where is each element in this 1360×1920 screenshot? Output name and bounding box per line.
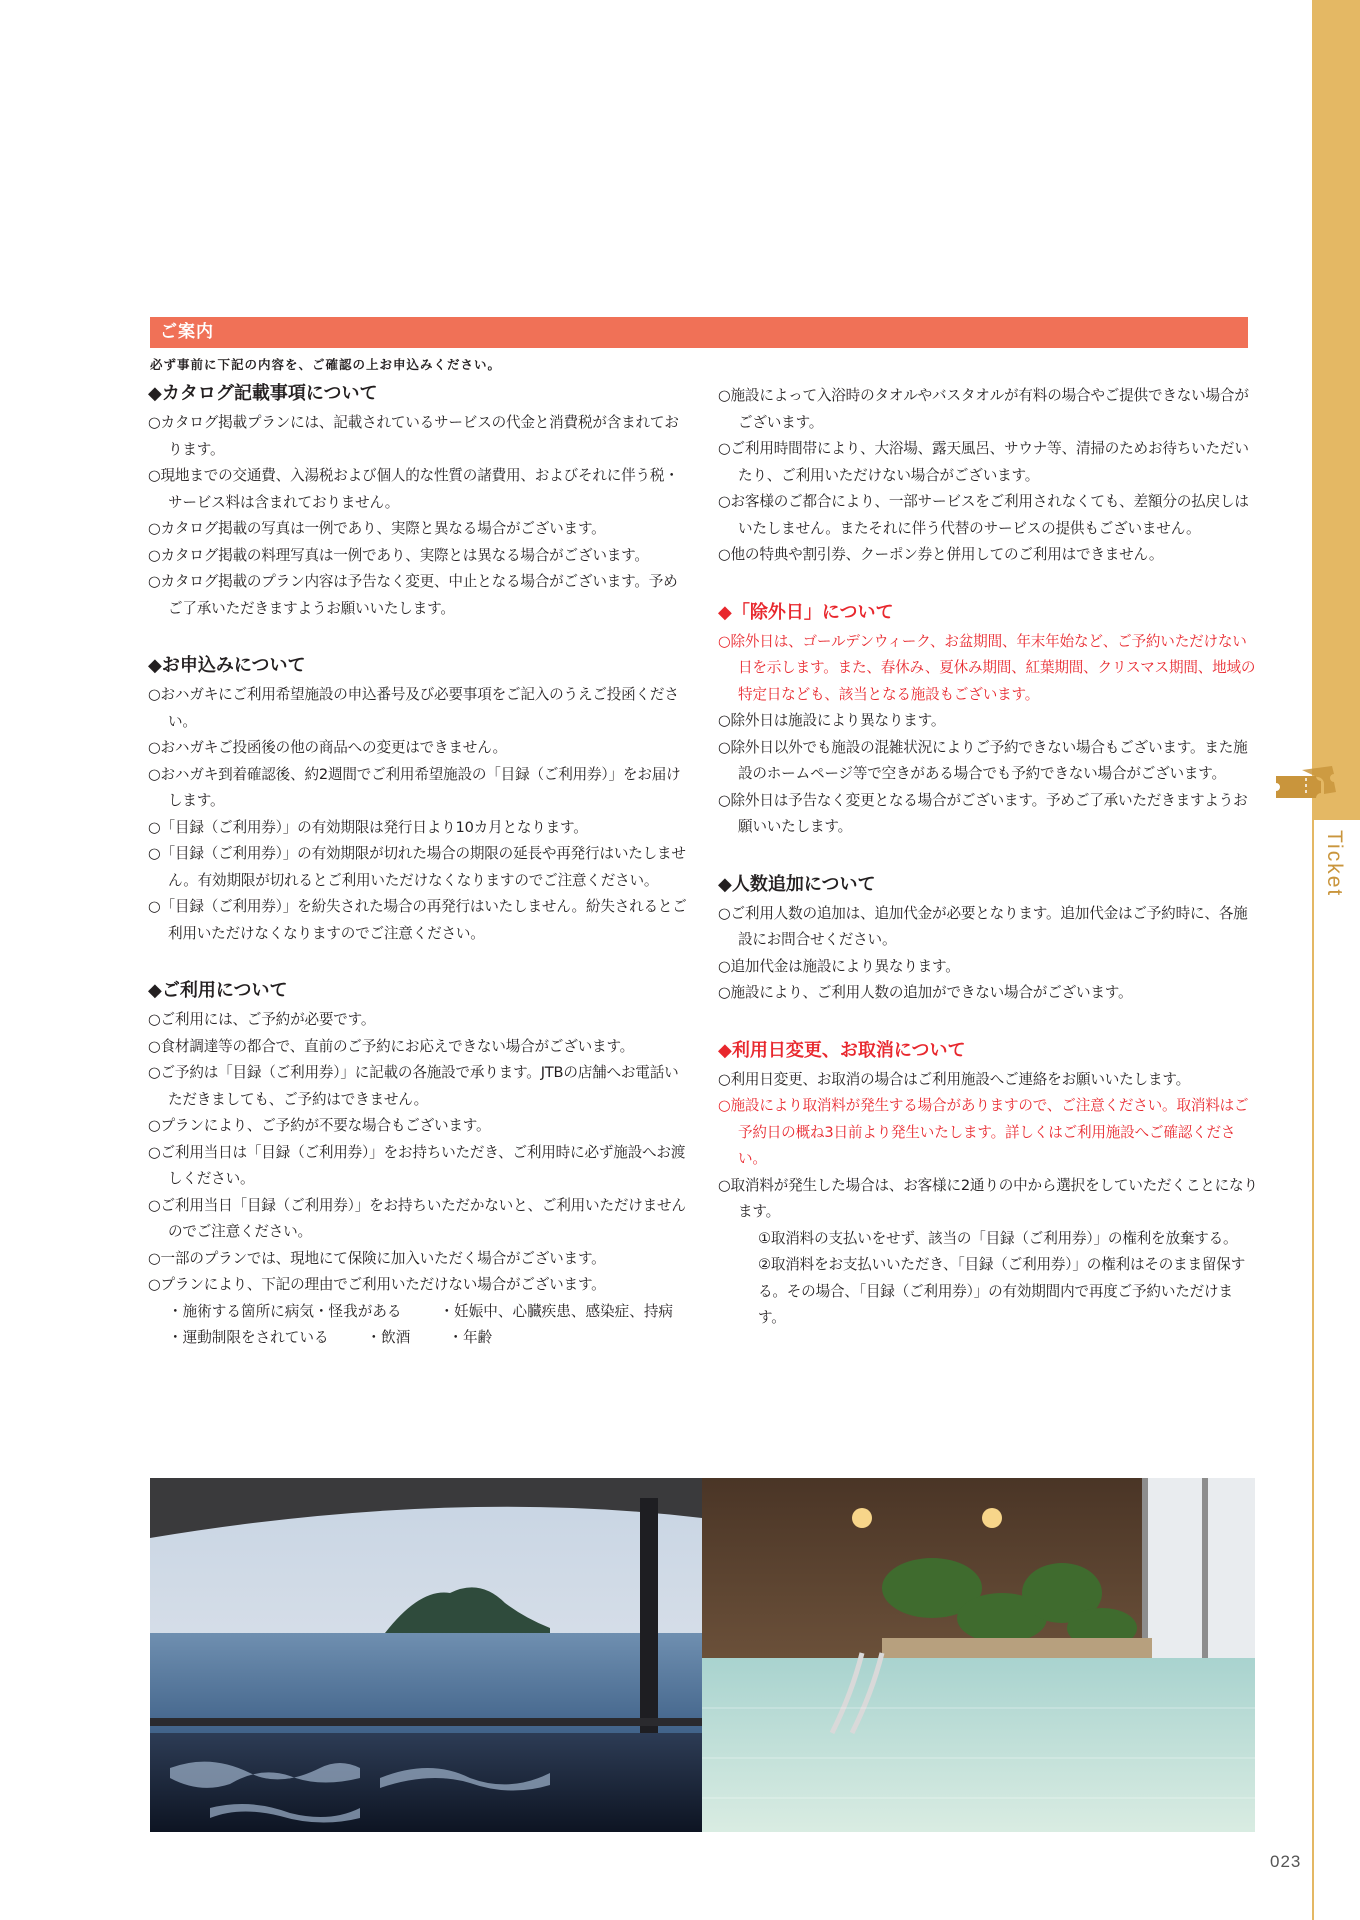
application-section — [148, 652, 688, 947]
reason-item: ・飲酒 — [366, 1329, 411, 1346]
section-title: ◆人数追加について — [718, 873, 876, 895]
list-item: ○カタログ掲載プランには、記載されているサービスの代金と消費税が含まれております。 — [148, 414, 679, 458]
list-item: ○おハガキご投函後の他の商品への変更はできません。 — [148, 739, 507, 756]
list-item: ○ご利用当日「目録（ご利用券）」をお持ちいただかないと、ご利用いただけませんのでご注意ください。 — [148, 1196, 686, 1240]
side-tab-label: Ticket — [1323, 830, 1346, 898]
ocean-view-bath-photo — [150, 1478, 702, 1832]
section-title: ◆ご利用について — [148, 980, 288, 1001]
section-title: ◆「除外日」について — [718, 601, 894, 623]
list-item: ○他の特典や割引券、クーポン券と併用してのご利用はできません。 — [718, 546, 1164, 563]
list-item: ○「目録（ご利用券）」の有効期限は発行日より10カ月となります。 — [148, 818, 588, 836]
side-tab-line — [1312, 820, 1360, 1920]
sub-list-item: ②取消料をお支払いいただき、「目録（ご利用券）」の権利はそのまま留保する。その場合、「目録（ご利用券）」の有効期間内で再度ご予約いただけます。 — [758, 1256, 1246, 1326]
cancellation-section — [718, 1037, 1258, 1332]
excluded-days-section — [718, 599, 1258, 841]
list-item: ○おハガキ到着確認後、約2週間でご利用希望施設の「目録（ご利用券）」をお届けします。 — [148, 765, 681, 809]
right-column — [718, 383, 1258, 1362]
list-item: ○カタログ掲載の料理写真は一例であり、実際とは異なる場合がございます。 — [148, 546, 649, 564]
list-item: ○一部のプランでは、現地にて保険に加入いただく場合がございます。 — [148, 1249, 606, 1267]
reason-item: ・運動制限をされている — [168, 1329, 329, 1346]
list-item: ○お客様のご都合により、一部サービスをご利用されなくても、差額分の払戻しはいたしません。またそれに伴う代替のサービスの提供もございません。 — [718, 493, 1249, 537]
list-item: ○現地までの交通費、入湯税および個人的な性質の諸費用、およびそれに伴う税・サービス料は含まれておりません。 — [148, 467, 679, 511]
section-title: ◆お申込みについて — [148, 655, 306, 676]
list-item: ○施設により取消料が発生する場合がありますので、ご注意ください。取消料はご予約日の概ね3日前より発生いたします。詳しくはご利用施設へご確認ください。 — [718, 1097, 1249, 1167]
left-column — [148, 380, 688, 1382]
section-title: ◆カタログ記載事項について — [148, 383, 378, 404]
reason-item: ・妊娠中、心臓疾患、感染症、持病 — [439, 1302, 674, 1320]
list-item: ○追加代金は施設により異なります。 — [718, 957, 960, 975]
list-item: ○「目録（ご利用券）」の有効期限が切れた場合の期限の延長や再発行はいたしません。有効期限が切れるとご利用いただけなくなりますのでご注意ください。 — [148, 845, 686, 889]
list-item: ○ご利用人数の追加は、追加代金が必要となります。追加代金はご予約時に、各施設にお問合せください。 — [718, 904, 1248, 948]
list-item: ○施設によって入浴時のタオルやバスタオルが有料の場合やご提供できない場合がございます。 — [718, 387, 1249, 431]
list-item: ○ご利用時間帯により、大浴場、露天風呂、サウナ等、清掃のためお待ちいただいたり、ご利用いただけない場合がございます。 — [718, 440, 1249, 484]
list-item: ○食材調達等の都合で、直前のご予約にお応えできない場合がございます。 — [148, 1037, 635, 1055]
list-item: ○プランにより、ご予約が不要な場合もございます。 — [148, 1117, 491, 1134]
indoor-bath-photo — [702, 1478, 1255, 1832]
list-item: ○除外日は施設により異なります。 — [718, 712, 946, 729]
intro-text: 必ず事前に下記の内容を、ご確認の上お申込みください。 — [150, 357, 502, 372]
page-number: 023 — [1270, 1852, 1302, 1871]
reasons-row — [168, 1325, 688, 1352]
list-item: ○「目録（ご利用券）」を紛失された場合の再発行はいたしません。紛失されるとご利用いただけなくなりますのでご注意ください。 — [148, 898, 687, 942]
list-item: ○ご利用には、ご予約が必要です。 — [148, 1011, 376, 1028]
sub-list-item: ①取消料の支払いをせず、該当の「目録（ご利用券）」の権利を放棄する。 — [758, 1229, 1238, 1247]
reasons-list — [148, 1299, 688, 1352]
list-item: ○取消料が発生した場合は、お客様に2通りの中から選択をしていただくことになります。 — [718, 1176, 1258, 1220]
ticket-icon — [1272, 762, 1338, 810]
section-header: ご案内 — [150, 317, 1248, 348]
catalog-section — [148, 380, 688, 622]
list-item: ○除外日は、ゴールデンウィーク、お盆期間、年末年始など、ご予約いただけない日を示します。また、春休み、夏休み期間、紅葉期間、クリスマス期間、地域の特定日なども、該当となる施設もございます。 — [718, 632, 1256, 703]
list-item: ○おハガキにご利用希望施設の申込番号及び必要事項をご記入のうえご投函ください。 — [148, 686, 679, 730]
list-item: ○施設により、ご利用人数の追加ができない場合がございます。 — [718, 984, 1133, 1001]
list-item: ○除外日は予告なく変更となる場合がございます。予めご了承いただきますようお願いいたします。 — [718, 791, 1248, 835]
usage-section — [148, 977, 688, 1352]
facility-notes-section — [718, 383, 1258, 569]
list-item: ○除外日以外でも施設の混雑状況によりご予約できない場合もございます。また施設のホームページ等で空きがある場合でも予約できない場合がございます。 — [718, 738, 1248, 782]
additional-guests-section — [718, 871, 1258, 1007]
list-item: ○ご利用当日は「目録（ご利用券）」をお持ちいただき、ご利用時に必ず施設へお渡しください。 — [148, 1143, 686, 1187]
reasons-row — [168, 1299, 688, 1326]
list-item: ○利用日変更、お取消の場合はご利用施設へご連絡をお願いいたします。 — [718, 1070, 1190, 1088]
reason-item: ・年齢 — [448, 1329, 493, 1346]
list-item: ○ご予約は「目録（ご利用券）」に記載の各施設で承ります。JTBの店舗へお電話いただきましても、ご予約はできません。 — [148, 1064, 679, 1108]
list-item: ○プランにより、下記の理由でご利用いただけない場合がございます。 — [148, 1276, 606, 1293]
side-tab — [1312, 0, 1360, 820]
reason-item: ・施術する箇所に病気・怪我がある — [168, 1302, 402, 1320]
section-title: ◆利用日変更、お取消について — [718, 1039, 966, 1061]
list-item: ○カタログ掲載の写真は一例であり、実際と異なる場合がございます。 — [148, 520, 606, 537]
list-item: ○カタログ掲載のプラン内容は予告なく変更、中止となる場合がございます。予めご了承いただきますようお願いいたします。 — [148, 573, 678, 617]
